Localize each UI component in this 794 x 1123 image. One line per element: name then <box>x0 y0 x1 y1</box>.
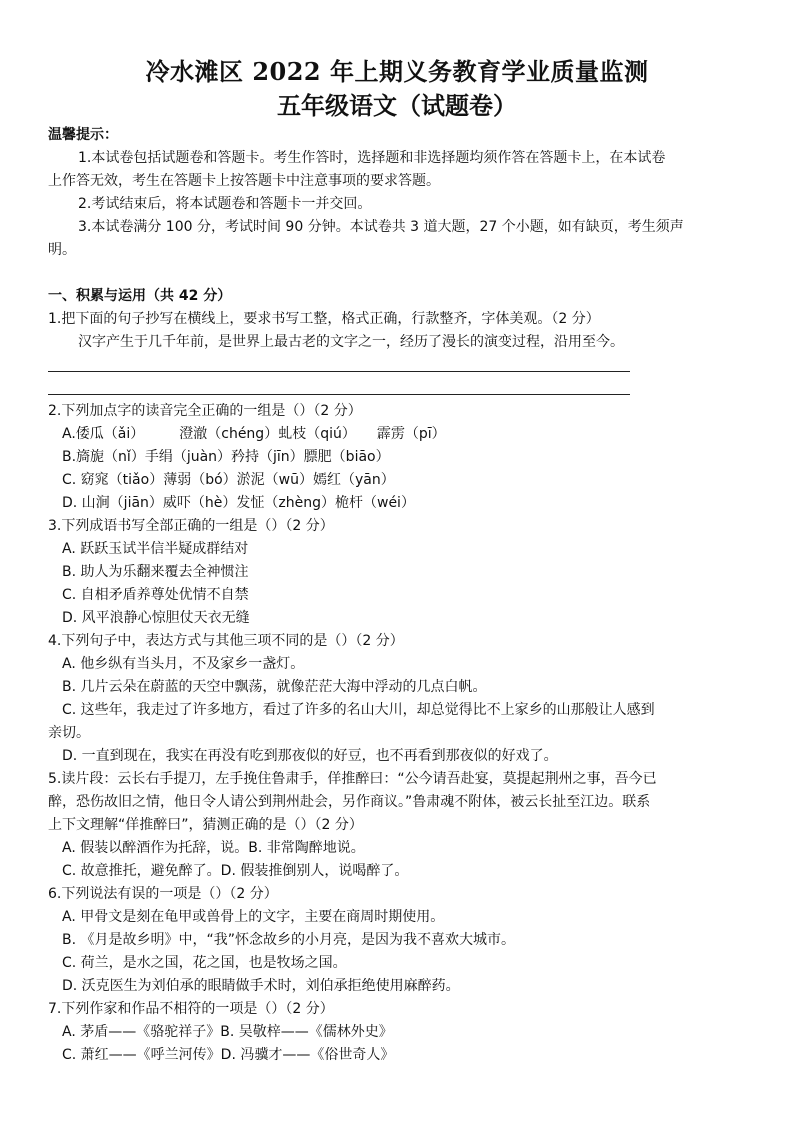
q4-option-b: B. 几片云朵在蔚蓝的天空中飘荡，就像茫茫大海中浮动的几点白帆。 <box>62 679 487 695</box>
q4-option-c: C. 这些年，我走过了许多地方，看过了许多的名山大川，却总觉得比不上家乡的山那般让人感到 <box>62 702 655 718</box>
q1-answer-line-2[interactable] <box>48 377 748 400</box>
q2-option-a: A.倭瓜（ǎi） 澄澈（chéng）虬枝（qiú） 霹雳（pī） <box>62 426 446 442</box>
q5-stem: 5.读片段：云长右手提刀，左手挽住鲁肃手，佯推醉曰：“公今请吾赴宴，莫提起荆州之事，吾今已 <box>48 771 657 787</box>
q4-option-d: D. 一直到现在，我实在再没有吃到那夜似的好豆，也不再看到那夜似的好戏了。 <box>62 748 558 764</box>
q5-options-cd: C. 故意推托，避免醉了。D. 假装推倒别人，说喝醉了。 <box>62 863 409 879</box>
q2-option-c: C. 窈窕（tiǎo）薄弱（bó）淤泥（wū）嫣红（yān） <box>62 472 395 488</box>
q5-stem-cont-2: 上下文理解“佯推醉曰”，猜测正确的是（）（2 分） <box>48 817 363 833</box>
q4-option-c-cont: 亲切。 <box>48 725 90 741</box>
spacer <box>48 262 748 285</box>
section-heading: 一、积累与运用（共 42 分） <box>48 288 232 304</box>
q3-option-c: C. 自相矛盾养尊处优情不自禁 <box>62 587 249 603</box>
q6-option-a: A. 甲骨文是刻在龟甲或兽骨上的文字，主要在商周时期使用。 <box>62 909 445 925</box>
notice-item-3: 3.本试卷满分 100 分，考试时间 90 分钟。本试卷共 3 道大题，27 个小题，如有缺页，考生须声 <box>78 219 684 235</box>
q2-stem: 2.下列加点字的读音完全正确的一组是（）（2 分） <box>48 403 362 419</box>
notice-item-2: 2.考试结束后，将本试题卷和答题卡一并交回。 <box>78 196 372 212</box>
q1-stem: 1.把下面的句子抄写在横线上，要求书写工整，格式正确，行款整齐，字体美观。（2 分） <box>48 311 600 327</box>
q4-stem: 4.下列句子中，表达方式与其他三项不同的是（）（2 分） <box>48 633 404 649</box>
q7-options-cd: C. 萧红——《呼兰河传》D. 冯骥才——《俗世奇人》 <box>62 1047 395 1063</box>
q3-option-d: D. 风平浪静心惊胆仗天衣无缝 <box>62 610 250 626</box>
q7-stem: 7.下列作家和作品不相符的一项是（）（2 分） <box>48 1001 334 1017</box>
q4-option-a: A. 他乡纵有当头月，不及家乡一盏灯。 <box>62 656 305 672</box>
notice-item-1: 1.本试卷包括试题卷和答题卡。考生作答时，选择题和非选择题均须作答在答题卡上，在本试卷 <box>78 150 666 166</box>
exam-title: 冷水滩区 2022 年上期义务教育学业质量监测 <box>145 57 649 86</box>
q5-stem-cont-1: 醉，恐伤故旧之情，他日令人请公到荆州赴会，另作商议。”鲁肃魂不附体，被云长扯至江边。联系 <box>48 794 651 810</box>
q7-options-ab: A. 茅盾——《骆驼祥子》B. 吴敬梓——《儒林外史》 <box>62 1024 393 1040</box>
q6-option-d: D. 沃克医生为刘伯承的眼睛做手术时，刘伯承拒绝使用麻醉药。 <box>62 978 460 994</box>
q6-stem: 6.下列说法有误的一项是（）（2 分） <box>48 886 278 902</box>
q2-option-d: D. 山涧（jiān）威吓（hè）发怔（zhèng）桅杆（wéi） <box>62 495 415 511</box>
q1-sentence: 汉字产生于几千年前，是世界上最古老的文字之一，经历了漫长的演变过程，沿用至今。 <box>78 334 624 350</box>
q6-option-b: B. 《月是故乡明》中，“我”怀念故乡的小月亮，是因为我不喜欢大城市。 <box>62 932 516 948</box>
q5-options-ab: A. 假装以醉酒作为托辞，说。B. 非常陶醉地说。 <box>62 840 365 856</box>
q3-stem: 3.下列成语书写全部正确的一组是（）（2 分） <box>48 518 334 534</box>
exam-subtitle: 五年级语文（试题卷） <box>277 91 517 120</box>
notice-item-3-cont: 明。 <box>48 242 76 258</box>
q2-option-b: B.旖旎（nǐ）手绢（juàn）矜持（jīn）膘肥（biāo） <box>62 449 390 465</box>
exam-body <box>48 124 748 1067</box>
q3-option-b: B. 助人为乐翻来覆去全神惯注 <box>62 564 249 580</box>
q1-answer-line-1[interactable] <box>48 354 748 377</box>
q3-option-a: A. 跃跃玉试半信半疑成群结对 <box>62 541 249 557</box>
notice-heading: 温馨提示： <box>48 127 118 143</box>
q6-option-c: C. 荷兰，是水之国，花之国，也是牧场之国。 <box>62 955 347 971</box>
notice-item-1-cont: 上作答无效，考生在答题卡上按答题卡中注意事项的要求答题。 <box>48 173 440 189</box>
